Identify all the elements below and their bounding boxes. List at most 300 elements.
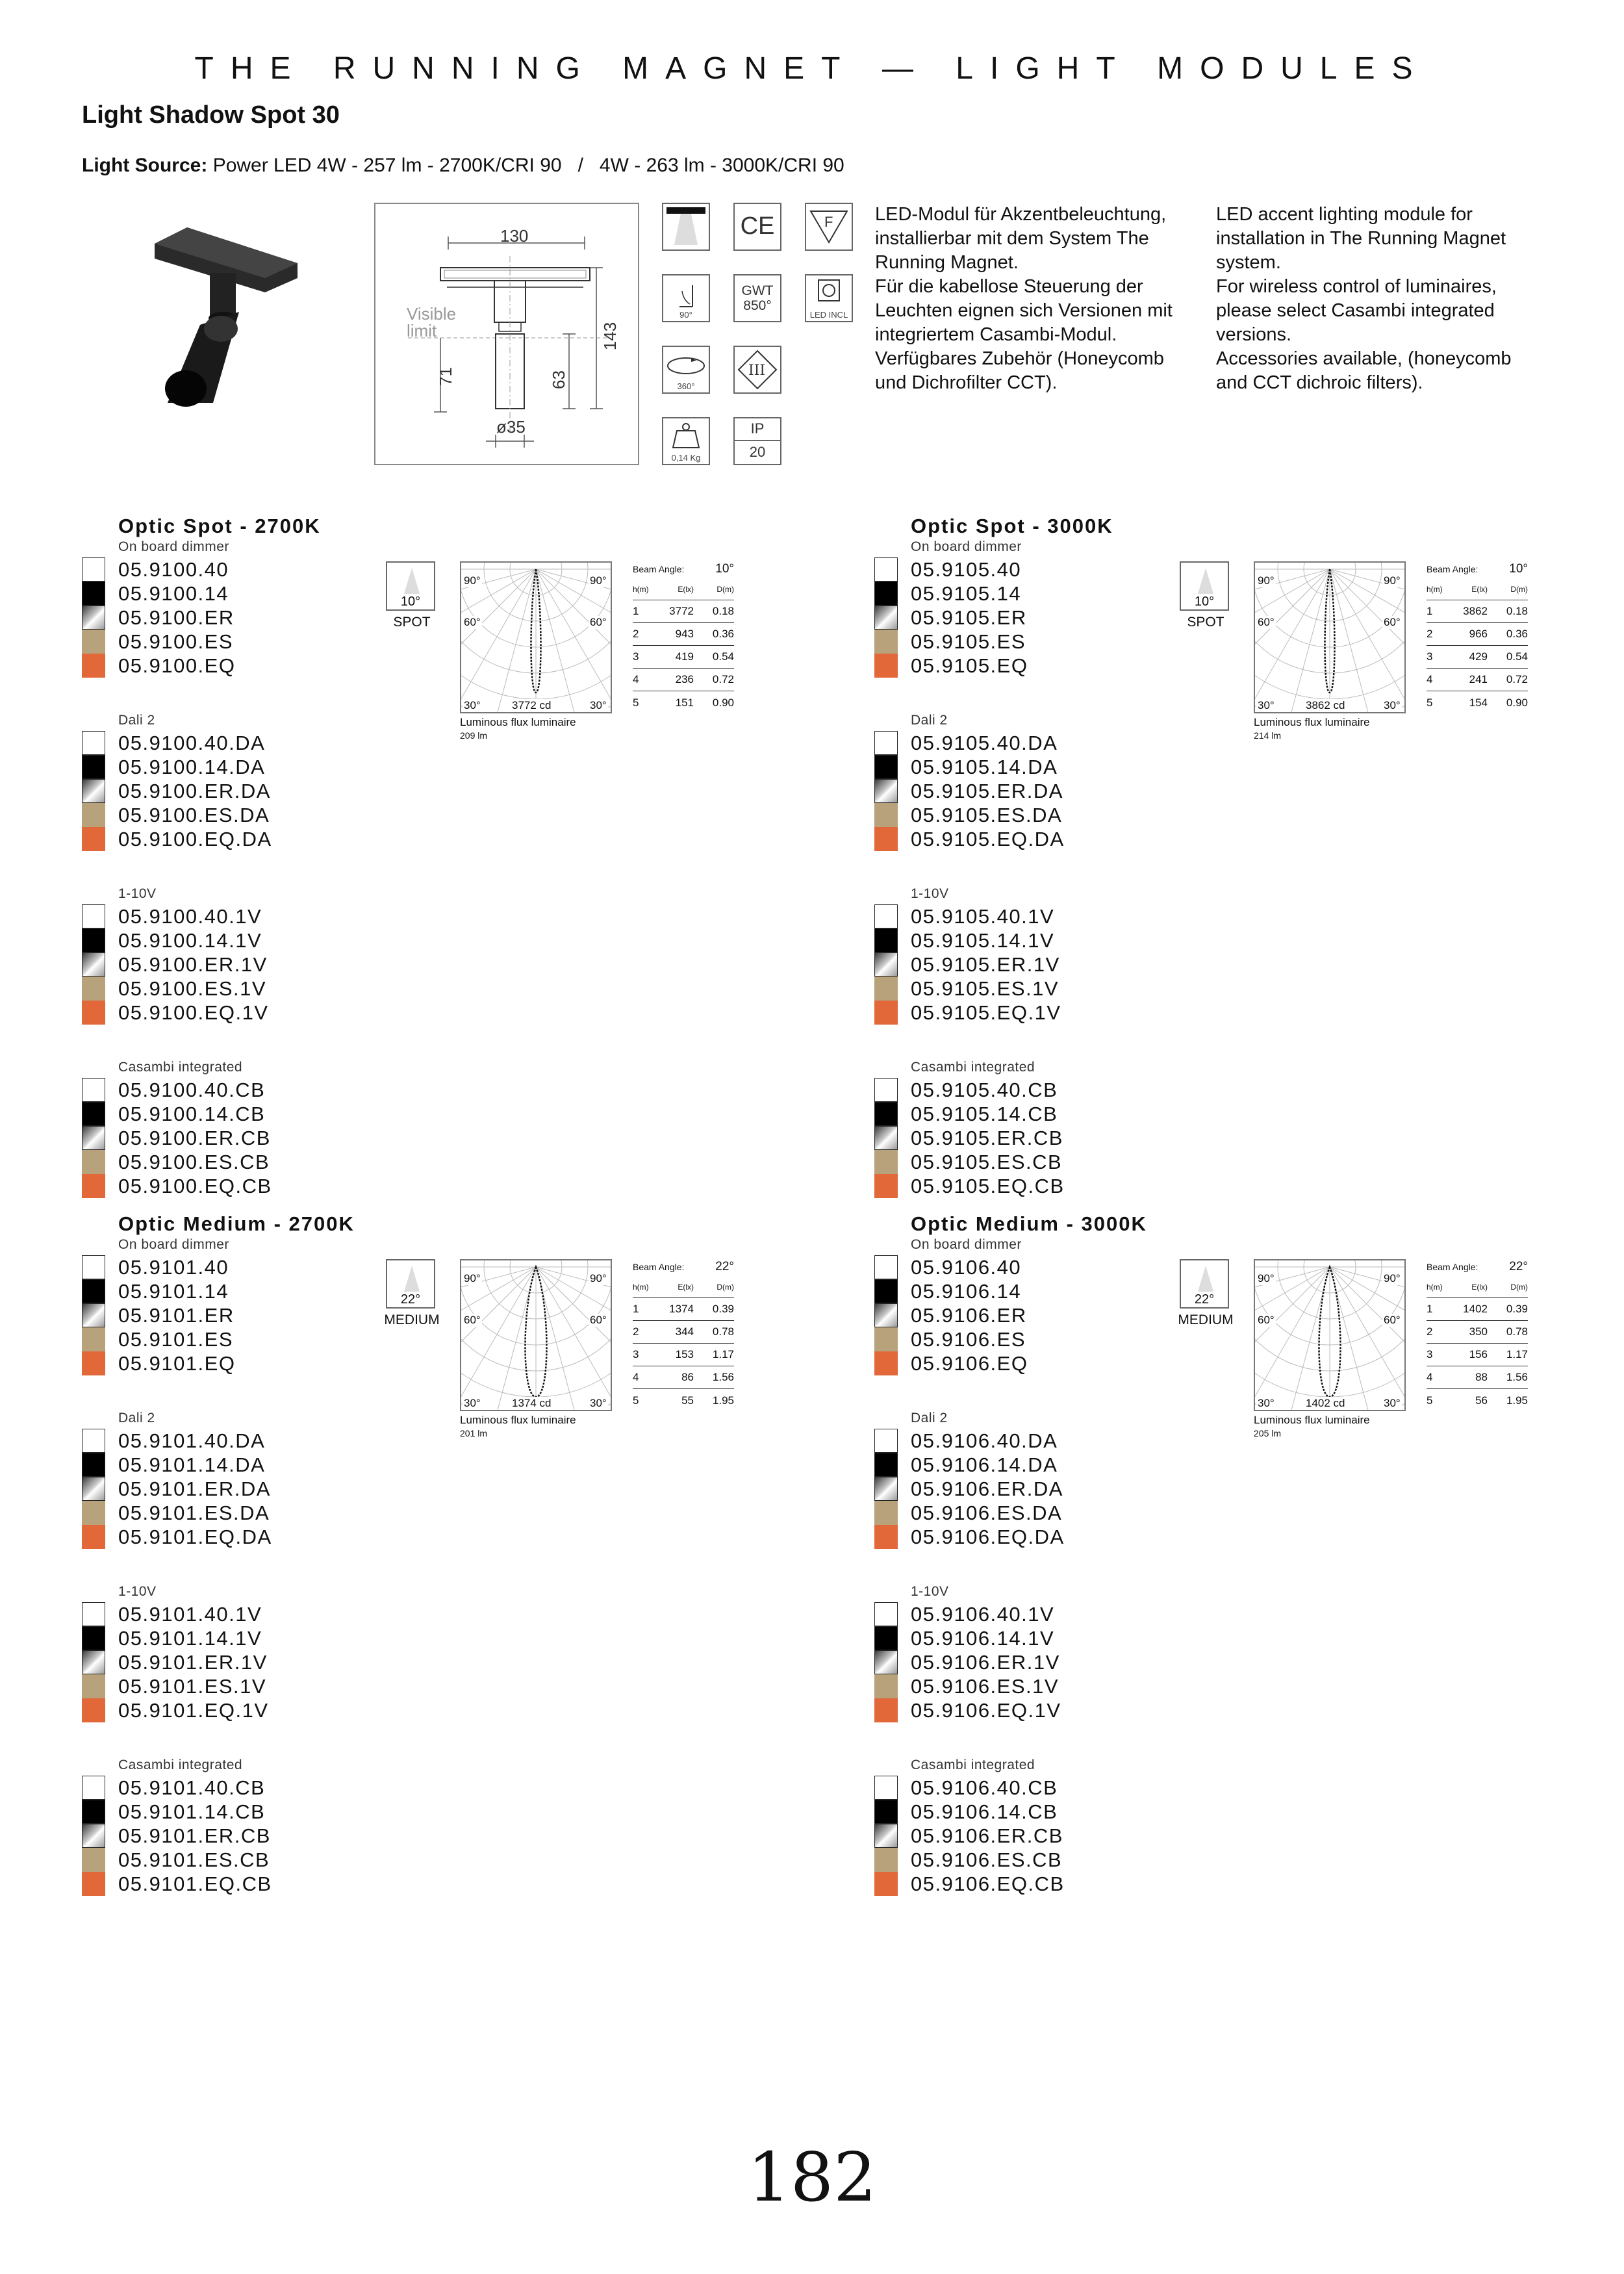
product-code-row bbox=[118, 977, 321, 1001]
color-swatch bbox=[82, 1602, 105, 1626]
product-code-row bbox=[118, 827, 321, 851]
color-swatch bbox=[874, 1698, 898, 1722]
product-code: 05.9101.40.CB bbox=[118, 1776, 266, 1799]
dim-diameter: ø35 bbox=[496, 417, 526, 437]
product-code-row bbox=[118, 1650, 355, 1674]
code-list bbox=[118, 1776, 355, 1896]
product-code-row bbox=[118, 1150, 321, 1174]
color-swatch bbox=[874, 977, 898, 1001]
product-code-row bbox=[911, 1477, 1147, 1501]
f-mark-icon bbox=[805, 203, 853, 251]
product-code: 05.9100.40 bbox=[118, 557, 229, 581]
product-code: 05.9101.EQ.CB bbox=[118, 1872, 272, 1895]
table-cell: 1 bbox=[1427, 1303, 1433, 1315]
product-code: 05.9106.EQ.CB bbox=[911, 1872, 1065, 1895]
product-code-row bbox=[911, 755, 1113, 779]
product-title: Light Shadow Spot 30 bbox=[82, 101, 340, 129]
color-swatch bbox=[82, 1303, 105, 1327]
section-title: Optic Spot - 3000K bbox=[911, 515, 1113, 537]
table-cell: 1374 bbox=[669, 1303, 694, 1315]
table-cell: 344 bbox=[675, 1325, 694, 1338]
color-swatch bbox=[82, 581, 105, 606]
product-code-row bbox=[911, 1824, 1147, 1848]
beam-cone-icon bbox=[404, 568, 420, 594]
product-section bbox=[911, 1212, 1147, 1896]
product-code-row bbox=[118, 1824, 355, 1848]
product-code: 05.9106.ER bbox=[911, 1303, 1027, 1327]
color-swatch bbox=[874, 755, 898, 779]
table-cell: 1.17 bbox=[1506, 1348, 1528, 1361]
table-cell: 3 bbox=[1427, 650, 1433, 663]
dim-63: 63 bbox=[548, 370, 568, 389]
product-code: 05.9106.EQ.1V bbox=[911, 1698, 1061, 1722]
color-swatch bbox=[82, 1501, 105, 1525]
polar-angle-label: 30° bbox=[464, 699, 481, 711]
polar-angle-label: 90° bbox=[464, 574, 481, 587]
product-code: 05.9106.ER.CB bbox=[911, 1824, 1063, 1847]
polar-diagram bbox=[460, 1259, 612, 1411]
product-code: 05.9105.ES.DA bbox=[911, 803, 1063, 826]
code-list bbox=[911, 1255, 1147, 1375]
product-code-row bbox=[118, 928, 321, 952]
polar-diagram bbox=[1254, 561, 1406, 713]
color-swatch bbox=[874, 1501, 898, 1525]
product-code-row bbox=[911, 654, 1113, 678]
product-code: 05.9101.ER.1V bbox=[118, 1650, 268, 1674]
table-cell: 966 bbox=[1469, 628, 1488, 640]
svg-text:III: III bbox=[748, 363, 766, 379]
flux-label: Luminous flux luminaire bbox=[1254, 716, 1370, 728]
product-code-row bbox=[118, 1255, 355, 1279]
color-swatch bbox=[874, 1824, 898, 1848]
color-swatch bbox=[82, 654, 105, 678]
dim-71: 71 bbox=[435, 367, 455, 386]
color-swatch bbox=[874, 557, 898, 581]
table-row bbox=[1427, 1298, 1528, 1321]
table-cell: 0.36 bbox=[1506, 628, 1528, 640]
color-swatch bbox=[82, 977, 105, 1001]
group-label: On board dimmer bbox=[118, 539, 229, 554]
table-cell: 241 bbox=[1469, 673, 1488, 685]
table-column-header: h(m) bbox=[633, 584, 649, 594]
table-cell: 1 bbox=[633, 605, 639, 617]
product-code: 05.9105.ER.1V bbox=[911, 952, 1060, 976]
product-code: 05.9101.EQ.DA bbox=[118, 1525, 272, 1548]
product-code: 05.9105.EQ.DA bbox=[911, 827, 1065, 850]
product-code: 05.9101.14.DA bbox=[118, 1453, 266, 1476]
product-code-row bbox=[118, 1303, 355, 1327]
table-cell: 1.56 bbox=[1506, 1371, 1528, 1383]
group-label: On board dimmer bbox=[911, 1237, 1022, 1252]
polar-angle-label: 60° bbox=[1258, 1314, 1275, 1326]
product-code: 05.9101.40.DA bbox=[118, 1429, 266, 1452]
product-code-row bbox=[118, 779, 321, 803]
dim-143: 143 bbox=[600, 322, 620, 351]
color-swatch bbox=[82, 1453, 105, 1477]
dim-width: 130 bbox=[500, 226, 529, 246]
table-cell: 2 bbox=[1427, 628, 1433, 640]
color-swatch bbox=[82, 1848, 105, 1872]
optic-icon bbox=[1178, 1259, 1234, 1327]
color-swatch bbox=[82, 952, 105, 977]
flux-value: 201 lm bbox=[460, 1428, 488, 1438]
beam-table bbox=[633, 560, 734, 714]
table-cell: 4 bbox=[1427, 1371, 1433, 1383]
product-code: 05.9106.EQ.DA bbox=[911, 1525, 1065, 1548]
color-swatch bbox=[874, 1303, 898, 1327]
product-code: 05.9101.ER.CB bbox=[118, 1824, 271, 1847]
product-code-row bbox=[911, 581, 1113, 606]
product-code: 05.9101.ER.DA bbox=[118, 1477, 271, 1500]
color-swatch bbox=[82, 1001, 105, 1025]
ce-icon: CE bbox=[733, 203, 781, 251]
product-code-row bbox=[911, 1126, 1113, 1150]
product-code-row bbox=[118, 1078, 321, 1102]
table-cell: 88 bbox=[1475, 1371, 1488, 1383]
product-code-row bbox=[911, 904, 1113, 928]
table-column-header: D(m) bbox=[1510, 584, 1528, 594]
page-number: 182 bbox=[747, 2138, 877, 2217]
beam-table bbox=[633, 1258, 734, 1412]
section-title: Optic Medium - 2700K bbox=[118, 1212, 355, 1235]
product-code-row bbox=[118, 1800, 355, 1824]
table-cell: 4 bbox=[633, 673, 639, 685]
product-code-row bbox=[118, 1477, 355, 1501]
table-cell: 5 bbox=[1427, 696, 1433, 709]
product-code-row bbox=[911, 779, 1113, 803]
product-section bbox=[118, 1212, 355, 1896]
product-code: 05.9105.EQ.CB bbox=[911, 1174, 1065, 1197]
product-code-row bbox=[118, 952, 321, 977]
table-row bbox=[1427, 1344, 1528, 1366]
polar-angle-label: 30° bbox=[590, 699, 607, 711]
product-code: 05.9100.EQ bbox=[118, 654, 236, 677]
optic-angle: 22° bbox=[1194, 1292, 1215, 1307]
table-column-header: h(m) bbox=[1427, 1282, 1443, 1292]
product-code-row bbox=[911, 1602, 1147, 1626]
tilt-icon bbox=[662, 274, 710, 322]
optic-name: SPOT bbox=[1187, 615, 1224, 630]
product-code-row bbox=[118, 1776, 355, 1800]
description-german bbox=[875, 203, 1200, 395]
product-code: 05.9105.ES.1V bbox=[911, 977, 1059, 1000]
polar-diagram bbox=[1254, 1259, 1406, 1411]
group-label: On board dimmer bbox=[118, 1237, 229, 1252]
product-code-row bbox=[911, 1872, 1147, 1896]
color-swatch bbox=[874, 606, 898, 630]
product-code: 05.9101.40 bbox=[118, 1255, 229, 1279]
color-swatch bbox=[874, 904, 898, 928]
optic-name: MEDIUM bbox=[1178, 1312, 1234, 1327]
color-swatch bbox=[874, 1626, 898, 1650]
color-swatch bbox=[82, 1126, 105, 1150]
table-cell: 3 bbox=[633, 1348, 639, 1361]
desc-de-line: Für die kabellose Steuerung der bbox=[875, 276, 1143, 297]
table-cell: 1.95 bbox=[712, 1394, 734, 1407]
color-swatch bbox=[82, 1429, 105, 1453]
table-cell: 154 bbox=[1469, 696, 1488, 709]
polar-angle-label: 30° bbox=[1258, 699, 1275, 711]
table-column-header: E(lx) bbox=[678, 584, 694, 594]
product-section bbox=[911, 515, 1113, 1198]
beam-angle-value: 10° bbox=[715, 562, 734, 576]
code-list bbox=[911, 904, 1113, 1025]
product-code-row bbox=[118, 1602, 355, 1626]
product-code: 05.9100.ES bbox=[118, 630, 234, 653]
color-swatch bbox=[82, 1351, 105, 1375]
table-cell: 153 bbox=[675, 1348, 694, 1361]
table-row bbox=[1427, 623, 1528, 646]
product-code-row bbox=[118, 1126, 321, 1150]
dim-limit: limit bbox=[407, 321, 437, 340]
table-row bbox=[633, 1298, 734, 1321]
desc-en-line: versions. bbox=[1216, 324, 1292, 345]
product-image bbox=[148, 214, 317, 409]
product-code: 05.9101.EQ.1V bbox=[118, 1698, 269, 1722]
table-cell: 943 bbox=[675, 628, 694, 640]
table-cell: 55 bbox=[681, 1394, 694, 1407]
desc-de-line: Verfügbares Zubehör (Honeycomb bbox=[875, 348, 1164, 369]
product-code-row bbox=[118, 1351, 355, 1375]
color-swatch bbox=[874, 1650, 898, 1674]
table-row bbox=[1427, 646, 1528, 669]
gwt-value: 850° bbox=[743, 298, 772, 313]
product-code: 05.9101.14.CB bbox=[118, 1800, 266, 1823]
product-code: 05.9106.EQ bbox=[911, 1351, 1028, 1375]
product-code-row bbox=[118, 1626, 355, 1650]
color-swatch bbox=[874, 1001, 898, 1025]
led-incl-label: LED INCL bbox=[809, 309, 848, 320]
optic-angle: 10° bbox=[1194, 594, 1215, 609]
color-swatch bbox=[874, 1255, 898, 1279]
section-title: Optic Medium - 3000K bbox=[911, 1212, 1147, 1235]
table-cell: 0.36 bbox=[712, 628, 734, 640]
product-code-row bbox=[911, 827, 1113, 851]
polar-angle-label: 90° bbox=[1258, 1272, 1275, 1284]
product-code-row bbox=[118, 1327, 355, 1351]
color-swatch bbox=[874, 1848, 898, 1872]
table-row bbox=[1427, 669, 1528, 691]
color-swatch bbox=[874, 827, 898, 851]
flux-label: Luminous flux luminaire bbox=[1254, 1414, 1370, 1426]
product-code: 05.9100.ES.CB bbox=[118, 1150, 270, 1173]
product-code: 05.9106.40.DA bbox=[911, 1429, 1058, 1452]
table-cell: 3 bbox=[1427, 1348, 1433, 1361]
color-swatch bbox=[82, 1327, 105, 1351]
color-swatch bbox=[82, 1650, 105, 1674]
polar-angle-label: 30° bbox=[1258, 1397, 1275, 1409]
product-code: 05.9106.40 bbox=[911, 1255, 1022, 1279]
product-code-row bbox=[911, 1650, 1147, 1674]
table-column-header: E(lx) bbox=[678, 1282, 694, 1292]
product-code: 05.9105.14.1V bbox=[911, 928, 1055, 952]
desc-de-line: LED-Modul für Akzentbeleuchtung, bbox=[875, 204, 1167, 225]
product-code-row bbox=[911, 606, 1113, 630]
beam-cone-icon bbox=[404, 1266, 420, 1292]
light-source-text: Power LED 4W - 257 lm - 2700K/CRI 90 / 4W - 263 lm - 3000K/CRI 90 bbox=[212, 155, 844, 176]
product-code-row bbox=[911, 1001, 1113, 1025]
table-cell: 2 bbox=[633, 628, 639, 640]
color-swatch bbox=[874, 1674, 898, 1698]
beam-angle-header bbox=[1427, 1258, 1528, 1276]
product-code: 05.9100.ES.DA bbox=[118, 803, 270, 826]
table-cell: 5 bbox=[633, 696, 639, 709]
product-code: 05.9105.EQ bbox=[911, 654, 1028, 677]
product-code: 05.9105.ER bbox=[911, 606, 1027, 629]
color-swatch bbox=[874, 1327, 898, 1351]
product-code-row bbox=[911, 928, 1113, 952]
peak-intensity: 1374 cd bbox=[512, 1397, 552, 1409]
color-swatch bbox=[874, 630, 898, 654]
optic-icon bbox=[384, 1259, 440, 1327]
product-code: 05.9101.14 bbox=[118, 1279, 229, 1303]
light-source-label: Light Source: bbox=[82, 155, 208, 176]
polar-angle-label: 90° bbox=[1384, 574, 1401, 587]
polar-angle-label: 90° bbox=[590, 574, 607, 587]
color-swatch bbox=[874, 1126, 898, 1150]
color-swatch bbox=[874, 1525, 898, 1549]
color-swatch bbox=[874, 803, 898, 827]
table-row bbox=[633, 1366, 734, 1389]
product-section bbox=[118, 515, 321, 1198]
product-code-row bbox=[911, 1174, 1113, 1198]
beam-angle-label: Beam Angle: bbox=[1427, 1262, 1478, 1272]
product-code: 05.9106.ER.1V bbox=[911, 1650, 1060, 1674]
product-code: 05.9100.EQ.1V bbox=[118, 1001, 269, 1024]
product-code-row bbox=[911, 1303, 1147, 1327]
table-row bbox=[1427, 1321, 1528, 1344]
color-swatch bbox=[82, 1477, 105, 1501]
polar-angle-label: 60° bbox=[590, 1314, 607, 1326]
group-label: Casambi integrated bbox=[911, 1060, 1035, 1075]
luminous-flux bbox=[1254, 1414, 1370, 1440]
table-cell: 0.18 bbox=[712, 605, 734, 617]
color-swatch bbox=[82, 1279, 105, 1303]
product-code-row bbox=[911, 557, 1113, 581]
product-code-row bbox=[118, 1429, 355, 1453]
table-cell: 0.78 bbox=[1506, 1325, 1528, 1338]
gwt-label: GWT bbox=[741, 283, 774, 298]
product-code: 05.9106.ER.DA bbox=[911, 1477, 1063, 1500]
product-code: 05.9100.40.DA bbox=[118, 731, 266, 754]
optic-angle: 22° bbox=[400, 1292, 421, 1307]
table-cell: 236 bbox=[675, 673, 694, 685]
color-swatch bbox=[874, 1351, 898, 1375]
color-swatch bbox=[874, 1279, 898, 1303]
table-row bbox=[633, 646, 734, 669]
product-code: 05.9105.14.CB bbox=[911, 1102, 1058, 1125]
beam-table bbox=[1427, 1258, 1528, 1412]
flux-value: 209 lm bbox=[460, 730, 488, 741]
product-code: 05.9100.14 bbox=[118, 581, 229, 605]
table-cell: 0.90 bbox=[1506, 696, 1528, 709]
polar-angle-label: 60° bbox=[1384, 1314, 1401, 1326]
color-swatch bbox=[82, 1525, 105, 1549]
desc-en-line: LED accent lighting module for bbox=[1216, 204, 1473, 225]
ip-label: IP bbox=[735, 418, 780, 441]
product-code-row bbox=[911, 1351, 1147, 1375]
beam-angle-header bbox=[633, 1258, 734, 1276]
product-code: 05.9106.14 bbox=[911, 1279, 1022, 1303]
product-code-row bbox=[118, 581, 321, 606]
table-cell: 419 bbox=[675, 650, 694, 663]
polar-angle-label: 30° bbox=[1384, 699, 1401, 711]
product-code: 05.9105.14 bbox=[911, 581, 1022, 605]
product-code: 05.9100.14.DA bbox=[118, 755, 266, 778]
product-code-row bbox=[911, 1525, 1147, 1549]
table-cell: 4 bbox=[633, 1371, 639, 1383]
product-code: 05.9101.ES.CB bbox=[118, 1848, 270, 1871]
product-code: 05.9106.ES.DA bbox=[911, 1501, 1063, 1524]
table-cell: 0.54 bbox=[1506, 650, 1528, 663]
product-code-row bbox=[911, 1848, 1147, 1872]
group-label: 1-10V bbox=[118, 1584, 157, 1599]
table-row bbox=[633, 623, 734, 646]
product-code: 05.9105.ER.CB bbox=[911, 1126, 1063, 1149]
dim-visible: Visible bbox=[407, 304, 457, 324]
table-cell: 0.90 bbox=[712, 696, 734, 709]
product-code-row bbox=[911, 1698, 1147, 1722]
product-code-row bbox=[118, 904, 321, 928]
code-list bbox=[911, 557, 1113, 678]
color-swatch bbox=[82, 1776, 105, 1800]
desc-de-line: Leuchten eignen sich Versionen mit bbox=[875, 300, 1173, 321]
color-swatch bbox=[874, 1078, 898, 1102]
table-row bbox=[633, 1344, 734, 1366]
product-code-row bbox=[118, 1102, 321, 1126]
color-swatch bbox=[874, 581, 898, 606]
color-swatch bbox=[874, 1453, 898, 1477]
color-swatch bbox=[874, 1102, 898, 1126]
table-row bbox=[633, 1389, 734, 1412]
product-code: 05.9105.40 bbox=[911, 557, 1022, 581]
section-title: Optic Spot - 2700K bbox=[118, 515, 321, 537]
product-code: 05.9105.40.CB bbox=[911, 1078, 1058, 1101]
table-column-header: h(m) bbox=[1427, 584, 1443, 594]
desc-en-line: please select Casambi integrated bbox=[1216, 300, 1495, 321]
beam-angle-value: 22° bbox=[1509, 1260, 1528, 1273]
desc-de-line: Running Magnet. bbox=[875, 252, 1019, 273]
color-swatch bbox=[82, 1255, 105, 1279]
table-cell: 0.54 bbox=[712, 650, 734, 663]
table-cell: 0.78 bbox=[712, 1325, 734, 1338]
product-code-row bbox=[911, 630, 1113, 654]
product-code: 05.9100.40.1V bbox=[118, 904, 262, 928]
code-list bbox=[118, 557, 321, 678]
peak-intensity: 3862 cd bbox=[1306, 699, 1345, 711]
color-swatch bbox=[82, 1626, 105, 1650]
product-code: 05.9101.EQ bbox=[118, 1351, 236, 1375]
product-code-row bbox=[118, 1501, 355, 1525]
group-label: 1-10V bbox=[911, 886, 949, 901]
polar-angle-label: 60° bbox=[464, 1314, 481, 1326]
table-cell: 0.72 bbox=[1506, 673, 1528, 685]
table-column-header: D(m) bbox=[717, 1282, 734, 1292]
color-swatch bbox=[874, 952, 898, 977]
table-cell: 5 bbox=[633, 1394, 639, 1407]
color-swatch bbox=[82, 779, 105, 803]
color-swatch bbox=[82, 827, 105, 851]
ip-rating-icon bbox=[733, 417, 781, 465]
light-source-line bbox=[82, 155, 844, 177]
beam-angle-header bbox=[1427, 560, 1528, 578]
product-code: 05.9100.40.CB bbox=[118, 1078, 266, 1101]
table-row bbox=[1427, 691, 1528, 714]
product-code-row bbox=[911, 731, 1113, 755]
table-cell: 1.95 bbox=[1506, 1394, 1528, 1407]
flux-label: Luminous flux luminaire bbox=[460, 1414, 576, 1426]
polar-angle-label: 60° bbox=[590, 616, 607, 628]
